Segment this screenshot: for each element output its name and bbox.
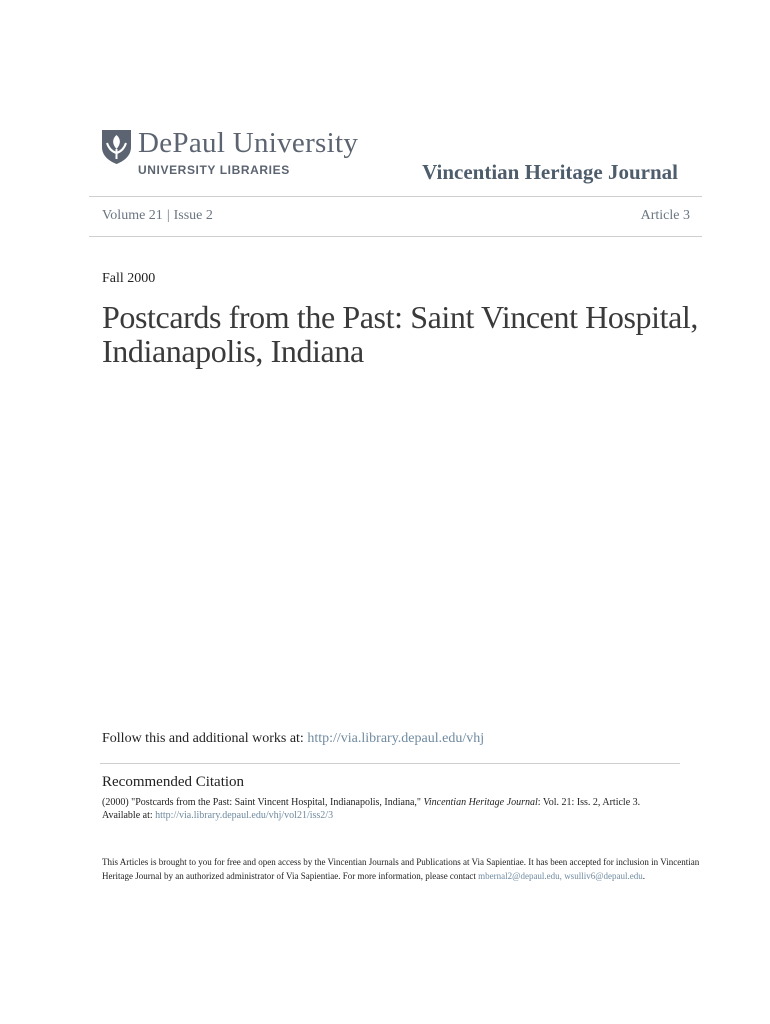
citation-text bbox=[102, 796, 712, 822]
issue-divider bbox=[89, 236, 702, 237]
citation-journal: Vincentian Heritage Journal bbox=[423, 797, 538, 808]
publication-date: Fall 2000 bbox=[102, 271, 156, 286]
journal-title: Vincentian Heritage Journal bbox=[422, 160, 678, 184]
notice-text: This Articles is brought to you for free and open access by the Vincentian Journals and Publications at Via Sapientiae. It has been accepted for inclusion in Vincentian Heritage Journal by an authorized administrator of Via Sapientiae. For more information, please contact bbox=[102, 857, 700, 881]
citation-prefix: (2000) "Postcards from the Past: Saint Vincent Hospital, Indianapolis, Indiana," bbox=[102, 797, 421, 808]
article-title: Postcards from the Past: Saint Vincent Hospital, Indianapolis, Indiana bbox=[102, 299, 699, 369]
citation-suffix: : Vol. 21: Iss. 2, Article 3. bbox=[537, 797, 641, 808]
libraries-label: UNIVERSITY LIBRARIES bbox=[138, 163, 290, 177]
follow-line bbox=[102, 731, 484, 747]
citation-divider bbox=[100, 763, 680, 764]
contact-email-link-1[interactable]: mbernal2@depaul.edu, bbox=[478, 870, 562, 881]
access-notice bbox=[102, 856, 702, 883]
volume-separator: | bbox=[166, 208, 170, 223]
depaul-logo bbox=[100, 127, 390, 183]
notice-end: . bbox=[642, 870, 645, 881]
article-number: Article 3 bbox=[640, 208, 690, 223]
available-label: Available at: bbox=[102, 810, 153, 821]
recommended-citation-heading: Recommended Citation bbox=[102, 774, 245, 790]
issue-link[interactable]: Issue 2 bbox=[173, 208, 213, 223]
depaul-shield-icon bbox=[100, 127, 133, 165]
contact-email-link-2[interactable]: wsulliv6@depaul.edu bbox=[564, 870, 643, 881]
available-url-link[interactable]: http://via.library.depaul.edu/vhj/vol21/iss2/3 bbox=[155, 810, 334, 821]
follow-label: Follow this and additional works at: bbox=[102, 731, 304, 746]
header-divider bbox=[89, 196, 702, 197]
follow-url-link[interactable]: http://via.library.depaul.edu/vhj bbox=[307, 731, 485, 746]
volume-link[interactable]: Volume 21 bbox=[102, 208, 163, 223]
university-name: DePaul University bbox=[138, 127, 359, 159]
volume-issue bbox=[102, 208, 213, 224]
